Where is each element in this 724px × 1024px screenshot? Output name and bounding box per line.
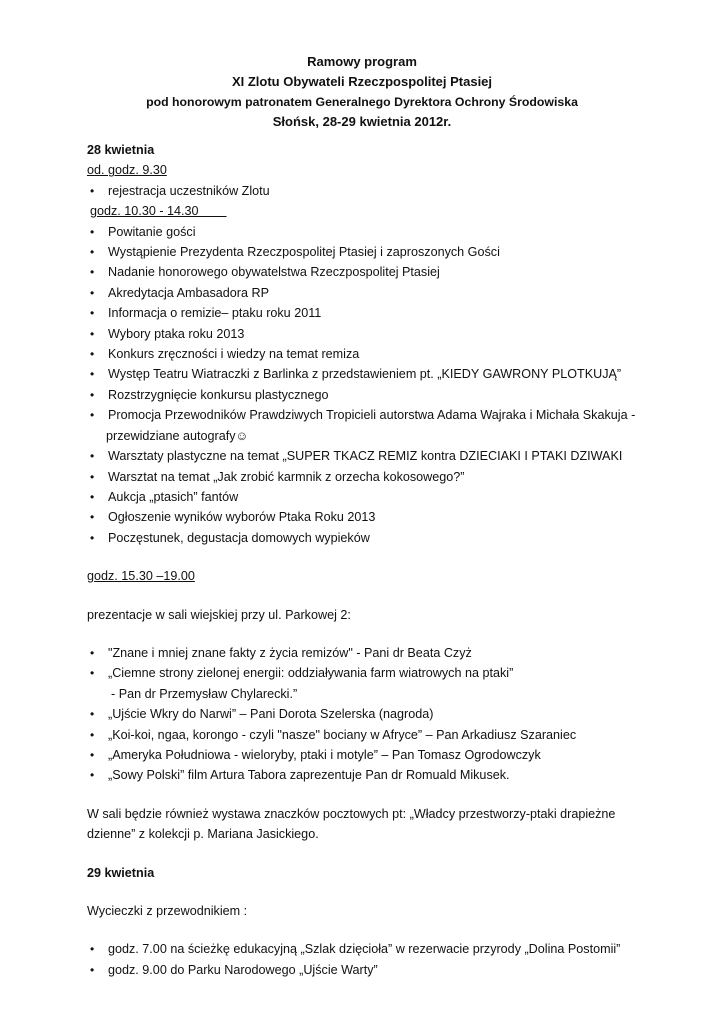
bullet-icon: • [90,408,95,423]
spacer [87,845,687,863]
list-item [87,364,687,384]
bullet-icon: • [90,306,95,321]
list-item-continuation: - Pan dr Przemysław Chylarecki.” [111,686,298,701]
list-item [87,745,687,765]
list-item-text: Występ Teatru Wiatraczki z Barlinka z przedstawieniem pt. „KIEDY GAWRONY PLOTKUJĄ” [108,367,622,382]
list-item [87,960,687,980]
day1-time-2 [87,201,687,221]
list-item-text: Nadanie honorowego obywatelstwa Rzeczpospolitej Ptasiej [108,265,440,280]
list-item [87,303,687,323]
bullet-icon: • [90,285,95,300]
list-item-text: Aukcja „ptasich” fantów [108,489,239,504]
list-item-text: rejestracja uczestników Zlotu [108,183,270,198]
list-item [87,528,687,548]
time-underline-extension [199,204,227,218]
list-item-text: „Ameryka Południowa - wieloryby, ptaki i motyle” – Pan Tomasz Ogrodowczyk [108,747,541,762]
list-item [87,405,687,446]
day1-time-1: od. godz. 9.30 [87,163,167,178]
list-item-text: godz. 9.00 do Parku Narodowego „Ujście Warty” [108,962,378,977]
presentations-list [87,643,687,786]
list-item [87,262,687,282]
list-item [87,446,687,466]
bullet-icon: • [90,747,95,762]
bullet-icon: • [90,347,95,362]
list-item-text: Poczęstunek, degustacja domowych wypieków [108,530,370,545]
event-title: XI Zlotu Obywateli Rzeczpospolitej Ptasiej [231,74,493,89]
program-title: Ramowy program [307,54,417,69]
list-item [87,222,687,242]
spacer [87,625,687,643]
spacer [87,548,687,566]
bullet-icon: • [90,224,95,239]
bullet-icon: • [90,469,95,484]
list-item-text: Warsztat na temat „Jak zrobić karmnik z orzecha kokosowego?” [108,469,465,484]
morning-program-list [87,222,687,549]
day1-time-3: godz. 15.30 –19.00 [87,569,195,584]
patronage-line: pod honorowym patronatem Generalnego Dyrektora Ochrony Środowiska [146,95,578,109]
list-item [87,385,687,405]
bullet-icon: • [90,489,95,504]
bullet-icon: • [90,387,95,402]
presentations-intro: prezentacje w sali wiejskiej przy ul. Parkowej 2: [87,607,351,622]
spacer [87,921,687,939]
place-date-line: Słońsk, 28-29 kwietnia 2012r. [272,114,452,129]
bullet-icon: • [90,367,95,382]
list-item [87,507,687,527]
list-item-text: „Ujście Wkry do Narwi” – Pani Dorota Szelerska (nagroda) [108,707,434,722]
list-item-text: Powitanie gości [108,224,196,239]
day1-title: 28 kwietnia [87,143,155,157]
list-item-text: Rozstrzygnięcie konkursu plastycznego [108,387,329,402]
bullet-icon: • [90,942,95,957]
exhibit-line-1: W sali będzie również wystawa znaczków pocztowych pt: „Władcy przestworzy-ptaki drapieżne [87,806,616,821]
list-item [87,765,687,785]
bullet-icon: • [90,768,95,783]
list-item [87,242,687,262]
bullet-icon: • [90,666,95,681]
bullet-icon: • [90,326,95,341]
program-content [87,140,687,980]
day1-time-2-text: godz. 10.30 - 14.30 [90,204,199,219]
list-item [87,487,687,507]
list-item-text: godz. 7.00 na ścieżkę edukacyjną „Szlak dzięcioła” w rezerwacie przyrody „Dolina Postomii” [108,942,621,957]
bullet-icon: • [90,510,95,525]
spacer [87,883,687,901]
list-item-text: Promocja Przewodników Prawdziwych Tropicieli autorstwa Adama Wajraka i Michała Skakuja - [108,408,636,423]
list-item-text: „Koi-koi, ngaa, korongo - czyli "nasze" bociany w Afryce” – Pan Arkadiusz Szaraniec [108,727,577,742]
excursions-intro: Wycieczki z przewodnikiem : [87,904,248,918]
list-item-text: "Znane i mniej znane fakty z życia remizów" - Pani dr Beata Czyż [108,645,472,660]
excursions-list [87,939,687,980]
bullet-icon: • [90,183,95,198]
list-item-text: Wystąpienie Prezydenta Rzeczpospolitej Ptasiej i zaproszonych Gości [108,245,500,260]
list-item [87,344,687,364]
list-item-text: Ogłoszenie wyników wyborów Ptaka Roku 2013 [108,510,376,525]
bullet-icon: • [90,707,95,722]
bullet-icon: • [90,265,95,280]
list-item-text: Konkurs zręczności i wiedzy na temat remiza [108,347,360,362]
day2-title: 29 kwietnia [87,865,155,880]
list-item [87,467,687,487]
list-item-text: „Sowy Polski” film Artura Tabora zaprezentuje Pan dr Romuald Mikusek. [108,768,510,783]
list-item-text: Informacja o remizie– ptaku roku 2011 [108,306,322,321]
bullet-icon: • [90,449,95,464]
list-item [87,704,687,724]
list-item [87,283,687,303]
spacer [87,587,687,605]
list-item-text: Wybory ptaka roku 2013 [108,326,245,341]
list-item-text: „Ciemne strony zielonej energii: oddziaływania farm wiatrowych na ptaki” [108,666,514,681]
bullet-icon: • [90,962,95,977]
bullet-icon: • [90,245,95,260]
list-item [87,725,687,745]
list-item [87,939,687,959]
list-item-continuation: przewidziane autografy☺ [106,428,249,443]
list-item [87,643,687,663]
list-item [87,663,687,704]
list-item [87,181,687,201]
list-item-text: Warsztaty plastyczne na temat „SUPER TKACZ REMIZ kontra DZIECIAKI I PTAKI DZIWAKI [108,449,623,464]
bullet-icon: • [90,727,95,742]
registration-list [87,181,687,201]
exhibit-line-2: dzienne” z kolekcji p. Mariana Jasickiego. [87,827,319,842]
bullet-icon: • [90,645,95,660]
spacer [87,786,687,804]
list-item-text: Akredytacja Ambasadora RP [108,285,270,300]
list-item [87,324,687,344]
bullet-icon: • [90,530,95,545]
